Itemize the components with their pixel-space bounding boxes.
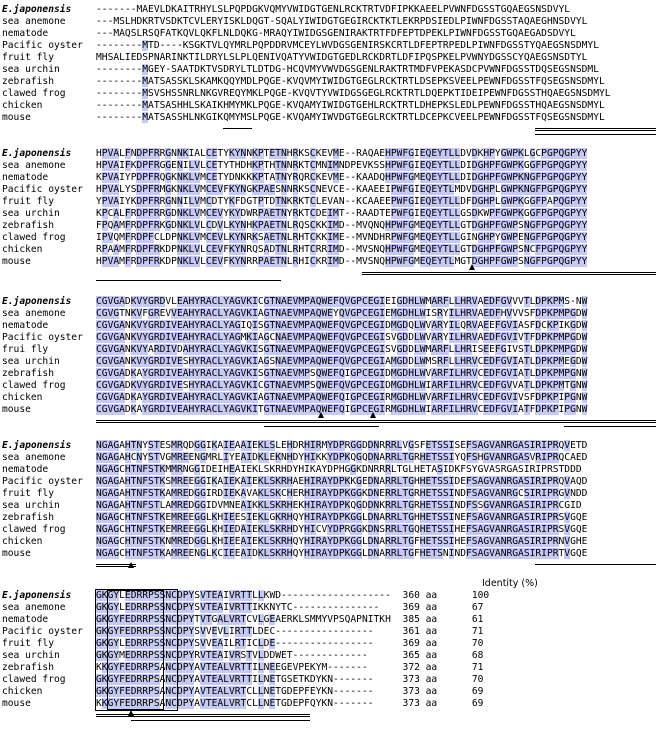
sequence-row: YPVAIYKDPFRRGNNILVMCDTYKFDGTPTDTNKRKTCLEVAN--KCAAEEPWFGIEQEYTLLDFDGHPLGWPKGGFPAPQGPYY — [96, 196, 588, 207]
identity-value: 61 — [471, 614, 484, 625]
identity-value: 69 — [471, 686, 484, 697]
single-underline — [564, 426, 656, 427]
marker-triangle — [370, 412, 376, 418]
length-unit: aa — [425, 590, 438, 601]
sequence-length: 369 — [402, 638, 420, 649]
sequence-row: CGVGANKVYGRDIVESHYRACLYAGVKIAGSNAEVMPAQWEFQVGPCEGIAMGDDLWMSRFLLHRVCEDFGVIATLDPKPMEGDW — [96, 356, 588, 367]
species-label: zebrafish — [2, 220, 54, 231]
species-label: zebrafish — [2, 76, 54, 87]
species-label: zebrafish — [2, 512, 54, 523]
species-label: sea urchin — [2, 208, 60, 219]
sequence-row: -------MAEVLDKAITRHYLSLPQPDGKVQMYVWIDGTGENLRCKTRTVDFIPKKAEELPVWNFDGSSTGQAEGSNSDVYL — [96, 4, 571, 15]
length-identity — [403, 698, 484, 710]
sequence-length: 361 — [402, 626, 420, 637]
species-label: mouse — [2, 256, 31, 267]
species-label: frui fly — [2, 344, 49, 355]
species-label: mouse — [2, 548, 31, 559]
sequence-row: CGVGTNKVFGREVVEAHYRACLYAGVKIAGTNAEVMPAQWEYQVGPCEGIEMGDHLWISRYILHRVAEDFHVVVSFDPKPMPGDW — [96, 308, 588, 319]
length-unit: aa — [425, 698, 438, 709]
sequence-length: 373 — [402, 674, 420, 685]
species-label: E.japonensis — [2, 296, 72, 307]
length-identity — [403, 650, 484, 662]
species-label: chicken — [2, 392, 43, 403]
sequence-row: NGAGAHTNFSTLAMREDGGIDVMNEAIKKLSKRHEKHIRAYDPKQGDDNKRRLTGRHETSSINDFSSGVANRGASIRIPRCGID — [96, 500, 582, 511]
length-unit: aa — [425, 650, 438, 661]
length-identity — [403, 638, 484, 650]
marker-triangle — [128, 562, 134, 568]
sequence-row: HPVALFNDPFRRGNNKIALCETYKYNNKPTETNHRKSCKEVME--RAQAEHPWFGIEQEYTLLDVDKHPYGWPKLGCPGPQGPYY — [96, 148, 588, 159]
identity-value: 70 — [471, 638, 484, 649]
species-label: clawed frog — [2, 524, 66, 535]
species-label: mouse — [2, 404, 31, 415]
species-label: sea anemone — [2, 602, 66, 613]
sequence-length: 373 — [402, 698, 420, 709]
sequence-length: 373 — [402, 686, 420, 697]
sequence-row: GKGYLEDRRPSSNCDPYSVVEAILRTICLDE----------------- — [96, 638, 374, 649]
sequence-row: GKGYLEDRRPSSNCDPYSVTEAIVRTTIKKNYTC--------------- — [96, 602, 380, 613]
identity-header: Identity (%) — [482, 578, 538, 589]
length-identity — [403, 674, 484, 686]
sequence-row: NGAGCHTNFSTKAMREENGLKCIEEAIDKLSKRHQYHIRAYDPKGGLDNARRLTGFHETSNINDFSAGVANRGASIRIPRTVGQE — [96, 548, 588, 559]
length-identity — [403, 614, 484, 626]
sequence-row: FPQAMFRDPFRKGDNKLVLCDVLKYNHKPAETNLRQSCKKIMD--MVQNQHPWFGMEQEYTLLGTDGHPFGWPSNGFPGPQGPYY — [96, 220, 588, 231]
species-label: E.japonensis — [2, 148, 72, 159]
species-label: Pacific oyster — [2, 332, 83, 343]
sequence-row: HPVAMFRDPFRKDPNKLVLCEVFKYNRRPAETNLRHICKRIMD--MVSNQHPWFGMEQEYTLMGTDGHPFGWPSNGFPGPQGPYY — [96, 256, 588, 267]
sequence-row: NGAGCHTNFSTKEMREEGGLKHIEDAIEKLSKRHDYHICVYDPRGGKDNSRRLTGQHETSSIHEFSAGVANRGASIRIPRSVGQE — [96, 524, 588, 535]
single-underline — [223, 128, 252, 129]
length-identity — [403, 686, 484, 698]
length-unit: aa — [425, 662, 438, 673]
sequence-row: CGVGANKVYARDIVDAHYRACLYAGVKISGTNAEVMPAQWEFQVGPCEGISVGDDLWMARFLLHRISEEFGIVSTLDPKPMPGDW — [96, 344, 588, 355]
sequence-row: NGAGAHCNYSTVGMREENGMRLIYEAIDKLEKNHDYHIKKYDPKQGQDNARRLTGRHETSSIYQFSHGVANRGASVRIPRQCAED — [96, 452, 588, 463]
species-label: zebrafish — [2, 368, 54, 379]
species-label: E.japonensis — [2, 590, 72, 601]
double-underline — [535, 128, 656, 131]
species-label: sea urchin — [2, 64, 60, 75]
sequence-row: GKGYMEDRRPSSNCDPYRVTEAIVRSTVLDDWET------------- — [96, 650, 368, 661]
single-underline — [535, 564, 656, 565]
sequence-row: --------MATSASSKLSKAMKQQYMDLPQGE-KVQVMYIWIDGTGEGLRCKTRTLDSEPKSVEELPEWNFDGSSTFQSEGSNSDMYL — [96, 76, 605, 87]
species-label: mouse — [2, 112, 31, 123]
identity-value: 67 — [471, 602, 484, 613]
double-underline — [96, 420, 656, 423]
species-label: sea anemone — [2, 452, 66, 463]
identity-value: 71 — [471, 626, 484, 637]
sequence-row: CGVGADKAYGRDIVEAHYRACLYAGVKIAGTNAEVMPAQWEFQIGPCEGIRMGDHLWVARFILHRVCEDFGVIVSFDPKPIPGNW — [96, 392, 588, 403]
sequence-row: CGVGADKAYGRDIVEAHYRACLYAGVKISGTNAEVMPSQWEFQIGPCEGIDMGDHLWVARFILHRVCEDFGVIATLDPKPMPGNW — [96, 368, 588, 379]
single-underline — [264, 426, 380, 427]
sequence-row: --------MSVSHSSNRLNKGVREQYMKLPQGE-KVQVTYVWIDGSGEGLRCKTRTLDQEPKTIDEIPEWNFDGSSTHQAEGSNSDMYL — [96, 88, 611, 99]
length-identity — [403, 662, 484, 674]
sequence-length: 385 — [402, 614, 420, 625]
single-underline — [131, 720, 310, 721]
double-underline — [362, 272, 656, 275]
species-label: nematode — [2, 28, 49, 39]
sequence-row: GKGYFEDRRPSSNCDPYTVTGALVRTCVLGEAERKLSMMYVPSQAPNITKH — [96, 614, 391, 625]
length-unit: aa — [425, 638, 438, 649]
sequence-row: CGVGANKVYGRDIVEAHYRACLYAGIQISGTNAEVMPAQWEFQVGPCEGIDMGDQLWVARYILQRVAEEFGVIASFDCKPIKGDW — [96, 320, 588, 331]
length-unit: aa — [425, 602, 438, 613]
sequence-row: MHSALIEDSPNARINKTILDRYLSLPLQENIVQATYVWIDGTGEDLRCKDRTLDFIPQSPKELPVWNYDGSSCYQAEGSNSDTYL — [96, 52, 588, 63]
species-label: nematode — [2, 172, 49, 183]
sequence-row: CGVGANKVYGRDIVEAHYRACLYAGMKIAGCNAEVMPAQWEFQVGPCEGISVGDDLWVARYILHRVAEDFGVIVTFDPKPMPGDW — [96, 332, 588, 343]
species-label: nematode — [2, 614, 49, 625]
species-label: sea anemone — [2, 16, 66, 27]
species-label: chicken — [2, 536, 43, 547]
sequence-row: --------MATSASSHLNKGIKQMYMSLPQGE-KVQAMYIWVDGTGEGLRCKTRTLDCEPKCVEELPEWNFDGSSTFQSEGSNSDMYL — [96, 112, 605, 123]
sequence-row: NGAGAHTNFSTKAMREDGGIRDIEKAVAKLSKCHERHIRAYDPKGGKDNERRLTGRHETSSINDFSAGVANRGCSIRIPRGVNDD — [96, 488, 588, 499]
length-unit: aa — [425, 626, 438, 637]
sequence-row: GKGYFEDRRPSSNCDPYSVVEVLIRTTLDEC----------------- — [96, 626, 374, 637]
species-label: Pacific oyster — [2, 40, 83, 51]
sequence-length: 372 — [402, 662, 420, 673]
sequence-length: 360 — [402, 590, 420, 601]
sequence-row: --------MGEY-SAATDKTVSDRYLTLDTDG-HCQVMYVWVDGSGENLRAKTRTMDFVPEKASDCPVWNFDGSSTDQSEGSNSDML — [96, 64, 599, 75]
identity-value: 71 — [471, 662, 484, 673]
species-label: mouse — [2, 698, 31, 709]
sequence-row: CGVGADKVYGRDIVESHYRACLYAGVKICGTNAEVMPSQWEFQVGPCEGIDMGDHLWIARFILHRVCEDFGVVATLDPKPMTGNW — [96, 380, 588, 391]
length-unit: aa — [425, 686, 438, 697]
species-label: chicken — [2, 244, 43, 255]
sequence-row: --------MTD----KSGKTVLQYMRLPQPDDRVMCEYLWVDGSGENIRSKCRTLDFEPTRPEDLPIWNFDGSSTYQAEGSNSDMYL — [96, 40, 599, 51]
identity-value: 68 — [471, 650, 484, 661]
species-label: sea urchin — [2, 356, 60, 367]
species-label: sea urchin — [2, 650, 60, 661]
species-label: E.japonensis — [2, 440, 72, 451]
sequence-row: RPAAMFRDPFRKDPNKLVLCEVFKYNRQSADTNLRHTCRRIMD--MVSNQHPWFGMEQEYTLLGTDGHPFGWPSNCFPGPQGPYY — [96, 244, 588, 255]
sequence-row: KPVAIYPDPFRQGKNKLVMCETYDNKKKPTATNYRQRCKEVME--KAADQHPWFGMEQEYTLLDIDGHPFGWPKNGFPGPQGPYY — [96, 172, 588, 183]
sequence-row: NGAGAHTNYSTESMRQDGGIKAIEAAIEKLSLEHDRHIRMYDPRGGDDNRRRLVGSFETSSISEFSAGVANRGASIRIPRQVETD — [96, 440, 588, 451]
species-label: fruit fly — [2, 488, 54, 499]
identity-value: 100 — [471, 590, 490, 601]
sequence-row: KKGYFEDRRPSANCDPYAVTEALVRTCLLNETGDEPFQYKN------- — [96, 698, 374, 709]
sequence-row: NGAGCHTNFSTKNMREDGGLKHIEEAIEKLSKRHQYHIRAYDPKGGLDNARRLTGFHETSSIHEFSAGVANRGASIRIPRNVGHE — [96, 536, 588, 547]
species-label: chicken — [2, 686, 43, 697]
sequence-length: 365 — [402, 650, 420, 661]
sequence-row: ---MSLHDKRTVSDKTCVLERYISKLDQGT-SQALYIWIDGTGEGIRCKTKTLEKRPDSIEDLPIWNFDGSSTAQAEGHNSDVYL — [96, 16, 588, 27]
sequence-row: --------MATSASHHLSKAIKHMYMKLPQGE-KVQAMYIWIDGTGEHLRCKTRTLDHEPKSLEDLPEWNFDGSSTHQAEGSNSDMYL — [96, 100, 605, 111]
species-label: sea anemone — [2, 308, 66, 319]
sequence-row: GKGYFEDRRPSANCDPYAVTEALVRTTILNETGSETKDYKN------- — [96, 674, 374, 685]
motif-box-inner — [107, 590, 165, 710]
species-label: nematode — [2, 320, 49, 331]
species-label: clawed frog — [2, 88, 66, 99]
length-identity — [403, 602, 484, 614]
sequence-row: GKGYFEDRRPSANCDPYAVTEALVRTCLLNETGDEPFEYKN------- — [96, 686, 374, 697]
sequence-row: CGVGADKVYGRDVLEAHYRACLYAGVKICGTNAEVMPAQWEFQVGPCEGIEIGDHLWMARFLLHRVAEDFGVVVTLDPKPMS-NW — [96, 296, 588, 307]
length-identity — [403, 626, 484, 638]
sequence-row: NGAGCHTNFSTKEMREEGGLKHIEESIEKLGKRHQYHIRAYDPKGGLDNARRLTGHHETSSINEFSAGVANRGASIRIPRSVGQE — [96, 512, 588, 523]
sequence-row: HPVAIFKDPFRGGENILVLCETYTHDHKPTHTNNRKTCMNIMNDPEVKSSHPWFGIEQEYTLLDIDGHPFGWPKGGFPGPQGPYY — [96, 160, 588, 171]
species-label: E.japonensis — [2, 4, 72, 15]
sequence-row: HPVALYSDPFRMGKNKLVMCEVFKYNGKPAESNNRKSCNEVCE--KAAEEIPWFGIEQEYTLMDVDGHPLGWPKNGFPGPQGPYY — [96, 184, 588, 195]
species-label: Pacific oyster — [2, 626, 83, 637]
single-underline — [96, 280, 281, 281]
length-unit: aa — [425, 614, 438, 625]
identity-value: 69 — [471, 698, 484, 709]
sequence-row: NGAGAHTNFSTKSMREEGGIKAIEKAIEKLSKRHAEHIRAYDPKKGEDNARRLTGHHETSSIDEFSAGVANRGASIRIPRQVAQD — [96, 476, 588, 487]
marker-triangle — [318, 412, 324, 418]
sequence-row: GKGYLEDRRPSSNCDPYSVTEAIVRTTLLKWD------------------- — [96, 590, 391, 601]
species-label: sea urchin — [2, 500, 60, 511]
species-label: clawed frog — [2, 232, 66, 243]
length-identity — [403, 590, 490, 602]
species-label: chicken — [2, 100, 43, 111]
species-label: clawed frog — [2, 380, 66, 391]
sequence-row: NGAGCHTNFSTKMMRNGGIDEIHEAIEKLSKRHDYHIKAYDPHGGKDNRRRLTGLHETASIDKFSYGVASRGASIRIPRSTDDD — [96, 464, 582, 475]
species-label: clawed frog — [2, 674, 66, 685]
species-label: fruit fly — [2, 196, 54, 207]
sequence-row: IPVQMFRDPFCLDPNKLVMCEVLKYNRKSAETNLRHTCKKIME--MVNDHRPWFGMEQEYTLLGINGHPYGWPENGFPGPQGPYY — [96, 232, 588, 243]
marker-triangle — [469, 264, 475, 270]
single-underline — [535, 134, 656, 135]
identity-value: 70 — [471, 674, 484, 685]
species-label: Pacific oyster — [2, 476, 83, 487]
species-label: zebrafish — [2, 662, 54, 673]
sequence-row: CGVGADKAYGRDIVEAHYRACLYAGVKITGTNAEVMPAQWEFQIGPCEGIRMGDHLWIARFILHRVCEDFGVIATFDPKPIPGNW — [96, 404, 588, 415]
species-label: nematode — [2, 464, 49, 475]
sequence-row: KPCALFRDPFRRGDNKLVMCEVYKYDWRPAETNYRKTCDEIMT--RAADTEPWFGIEQEYTLLGSDKWPFGWPKGGFPGPQGPYY — [96, 208, 588, 219]
length-unit: aa — [425, 674, 438, 685]
species-label: fruit fly — [2, 638, 54, 649]
sequence-length: 369 — [402, 602, 420, 613]
sequence-row: ---MAQSLRSQFATKQVLQKFLNLDQKG-MRAQYIWIDGSGENIRAKTRTFDFEPTDPEKLPIWNFDGSSTGQAEGADSDVYL — [96, 28, 576, 39]
species-label: Pacific oyster — [2, 184, 83, 195]
sequence-row: KKGYFEDRRPSANCDPYAVTEALVRTTILNEEGEVPEKYM------- — [96, 662, 368, 673]
species-label: sea anemone — [2, 160, 66, 171]
species-label: fruit fly — [2, 52, 54, 63]
